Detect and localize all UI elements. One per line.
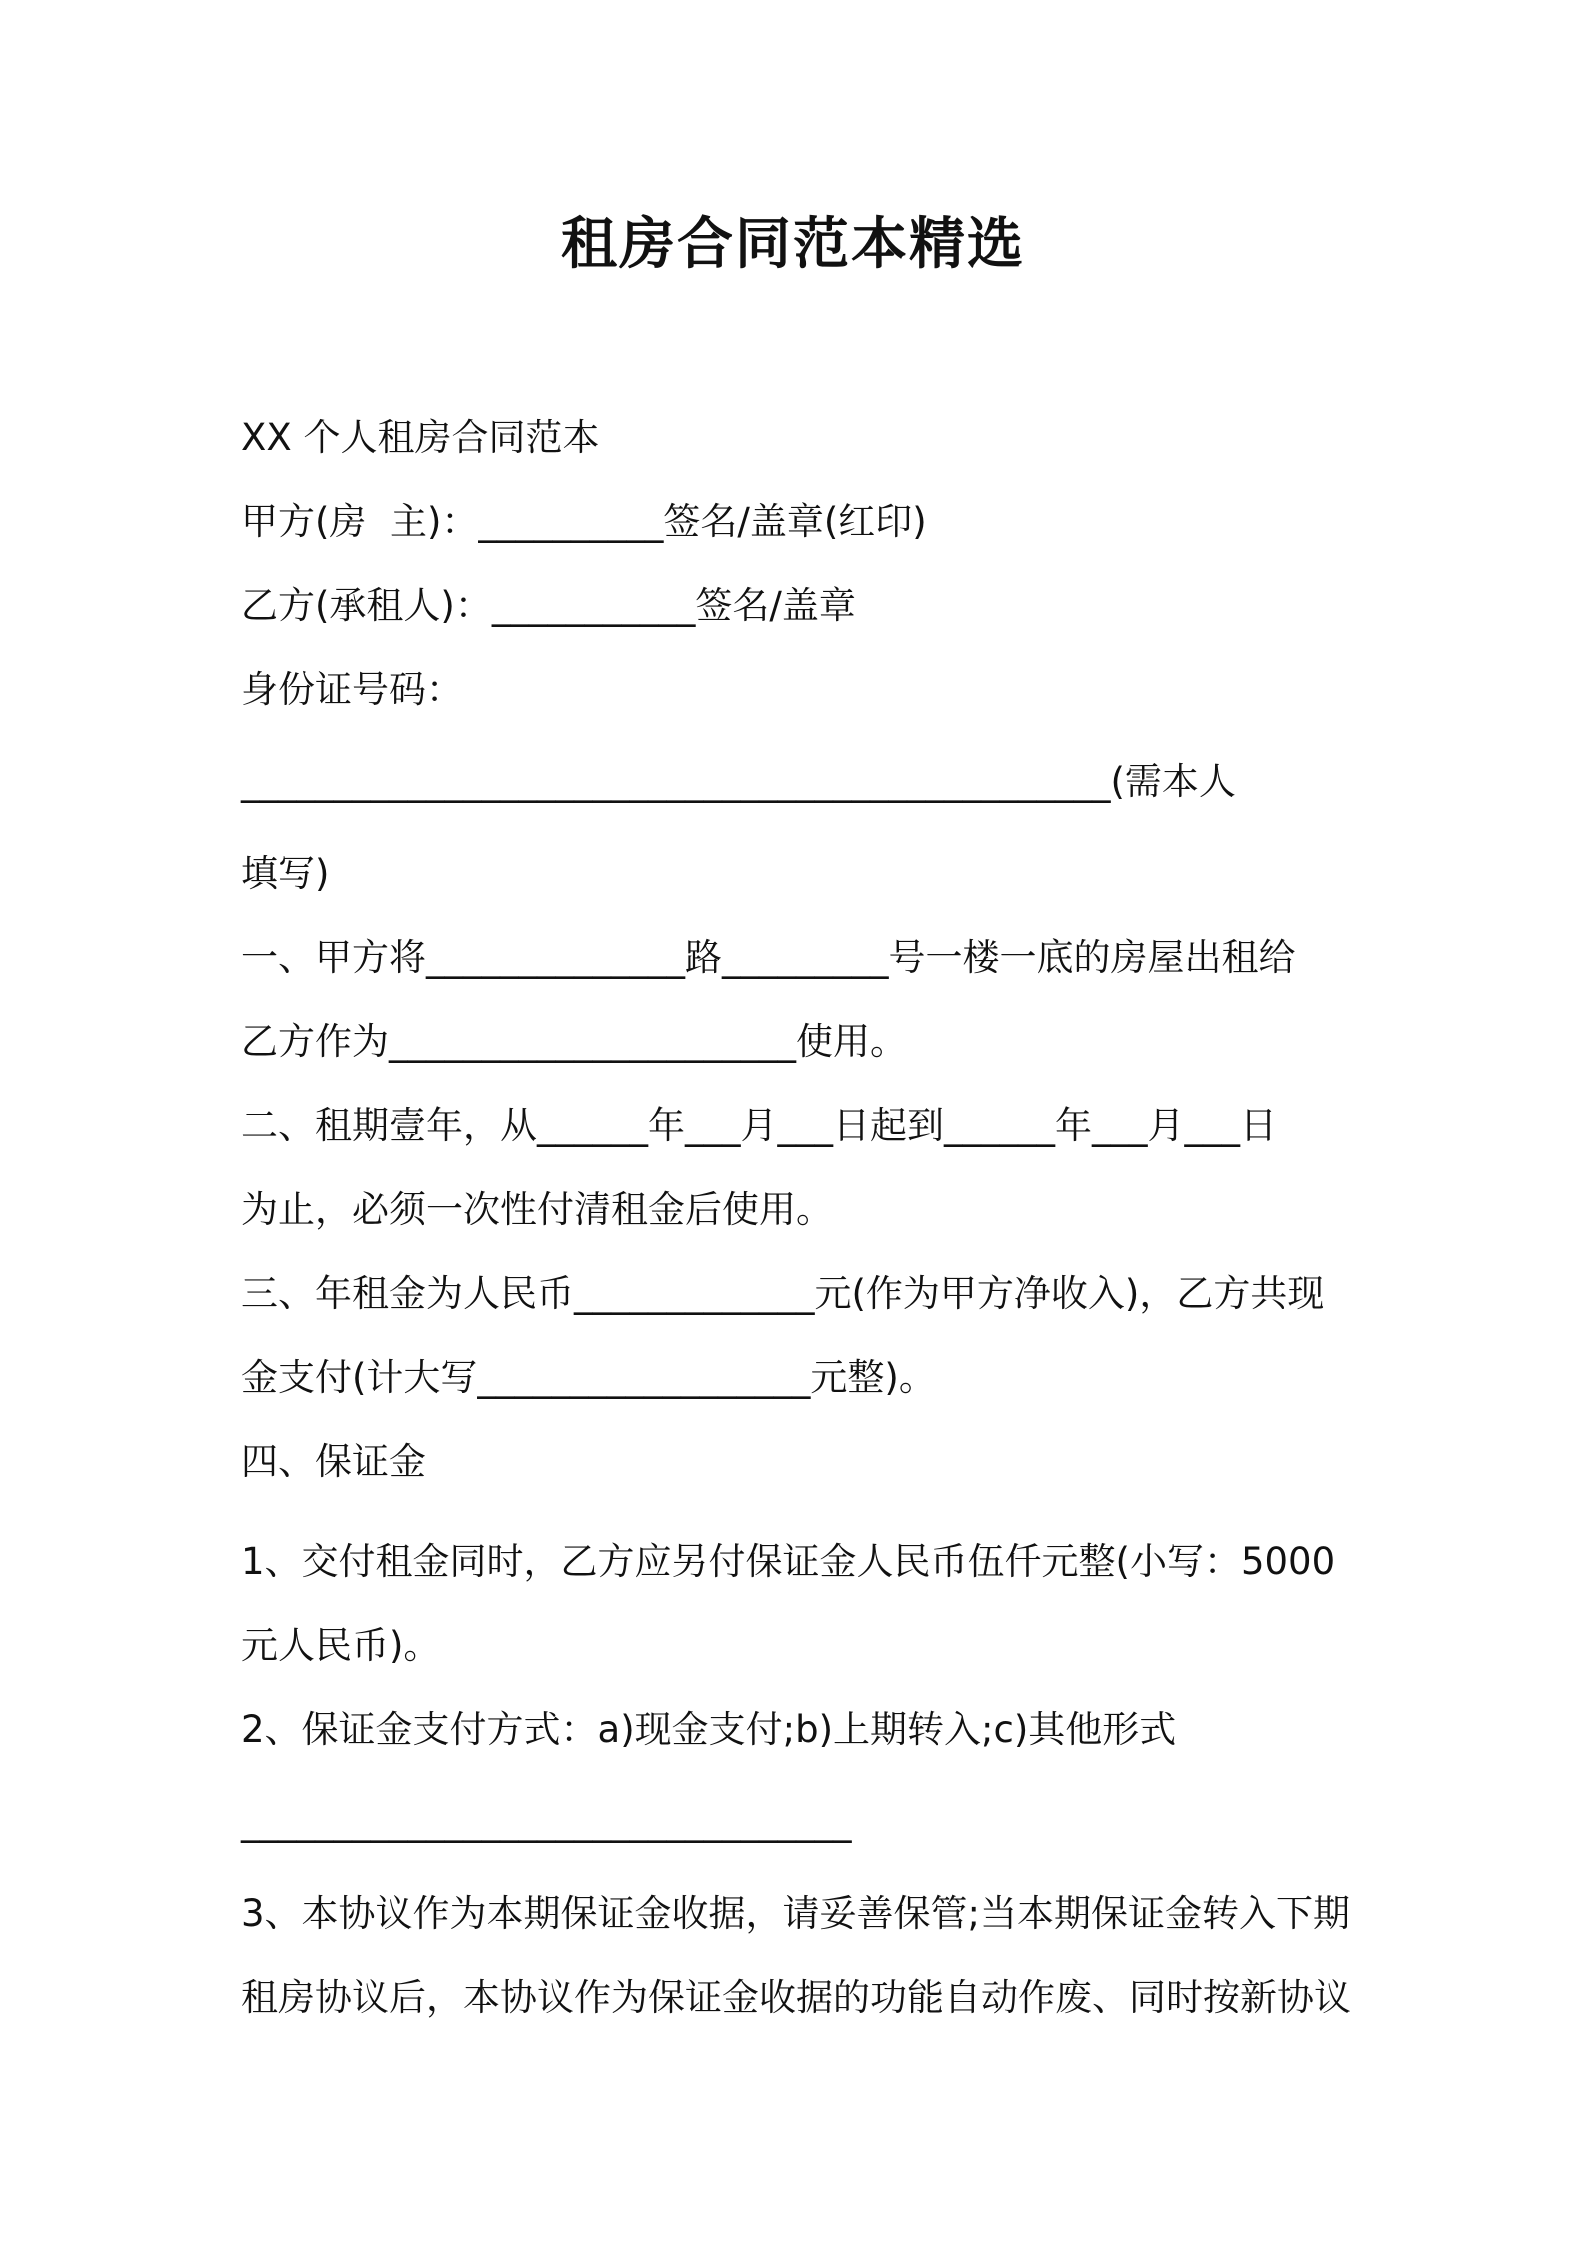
clause-4-1-line-1: 1、交付租金同时，乙方应另付保证金人民币伍仟元整(小写：5000 [241, 1540, 1336, 1583]
clause-1-line-1: 一、甲方将______________路_________号一楼一底的房屋出租给 [241, 936, 1296, 979]
clause-4-1-line-2: 元人民币)。 [241, 1624, 441, 1667]
clause-4-2-line: 2、保证金支付方式：a)现金支付;b)上期转入;c)其他形式 [241, 1708, 1177, 1751]
clause-4-3-line-1: 3、本协议作为本期保证金收据，请妥善保管;当本期保证金转入下期 [241, 1892, 1351, 1935]
clause-1-line-2: 乙方作为______________________使用。 [241, 1020, 907, 1063]
clause-4-heading: 四、保证金 [241, 1440, 426, 1483]
clause-3-line-1: 三、年租金为人民币_____________元(作为甲方净收入)，乙方共现 [241, 1272, 1325, 1315]
clause-3-line-2: 金支付(计大写__________________元整)。 [241, 1356, 936, 1399]
document-body [241, 396, 1361, 2040]
tenant-signature-line: 乙方(承租人)：___________签名/盖章 [241, 584, 856, 627]
clause-2-line-2: 为止，必须一次性付清租金后使用。 [241, 1188, 833, 1231]
id-number-blank: _______________________________________________(需本人 [241, 760, 1236, 803]
id-number-label: 身份证号码： [241, 668, 463, 711]
id-number-note: 填写) [241, 852, 330, 895]
clause-4-2-blank: _________________________________ [241, 1800, 852, 1843]
contract-subtitle: XX 个人租房合同范本 [241, 416, 600, 459]
clause-4-3-line-2: 租房协议后，本协议作为保证金收据的功能自动作废、同时按新协议 [241, 1976, 1351, 2019]
clause-2-line-1: 二、租期壹年，从______年___月___日起到______年___月___日 [241, 1104, 1277, 1147]
document-title: 租房合同范本精选 [561, 212, 1025, 277]
landlord-signature-line: 甲方(房 主)：__________签名/盖章(红印) [241, 500, 927, 543]
